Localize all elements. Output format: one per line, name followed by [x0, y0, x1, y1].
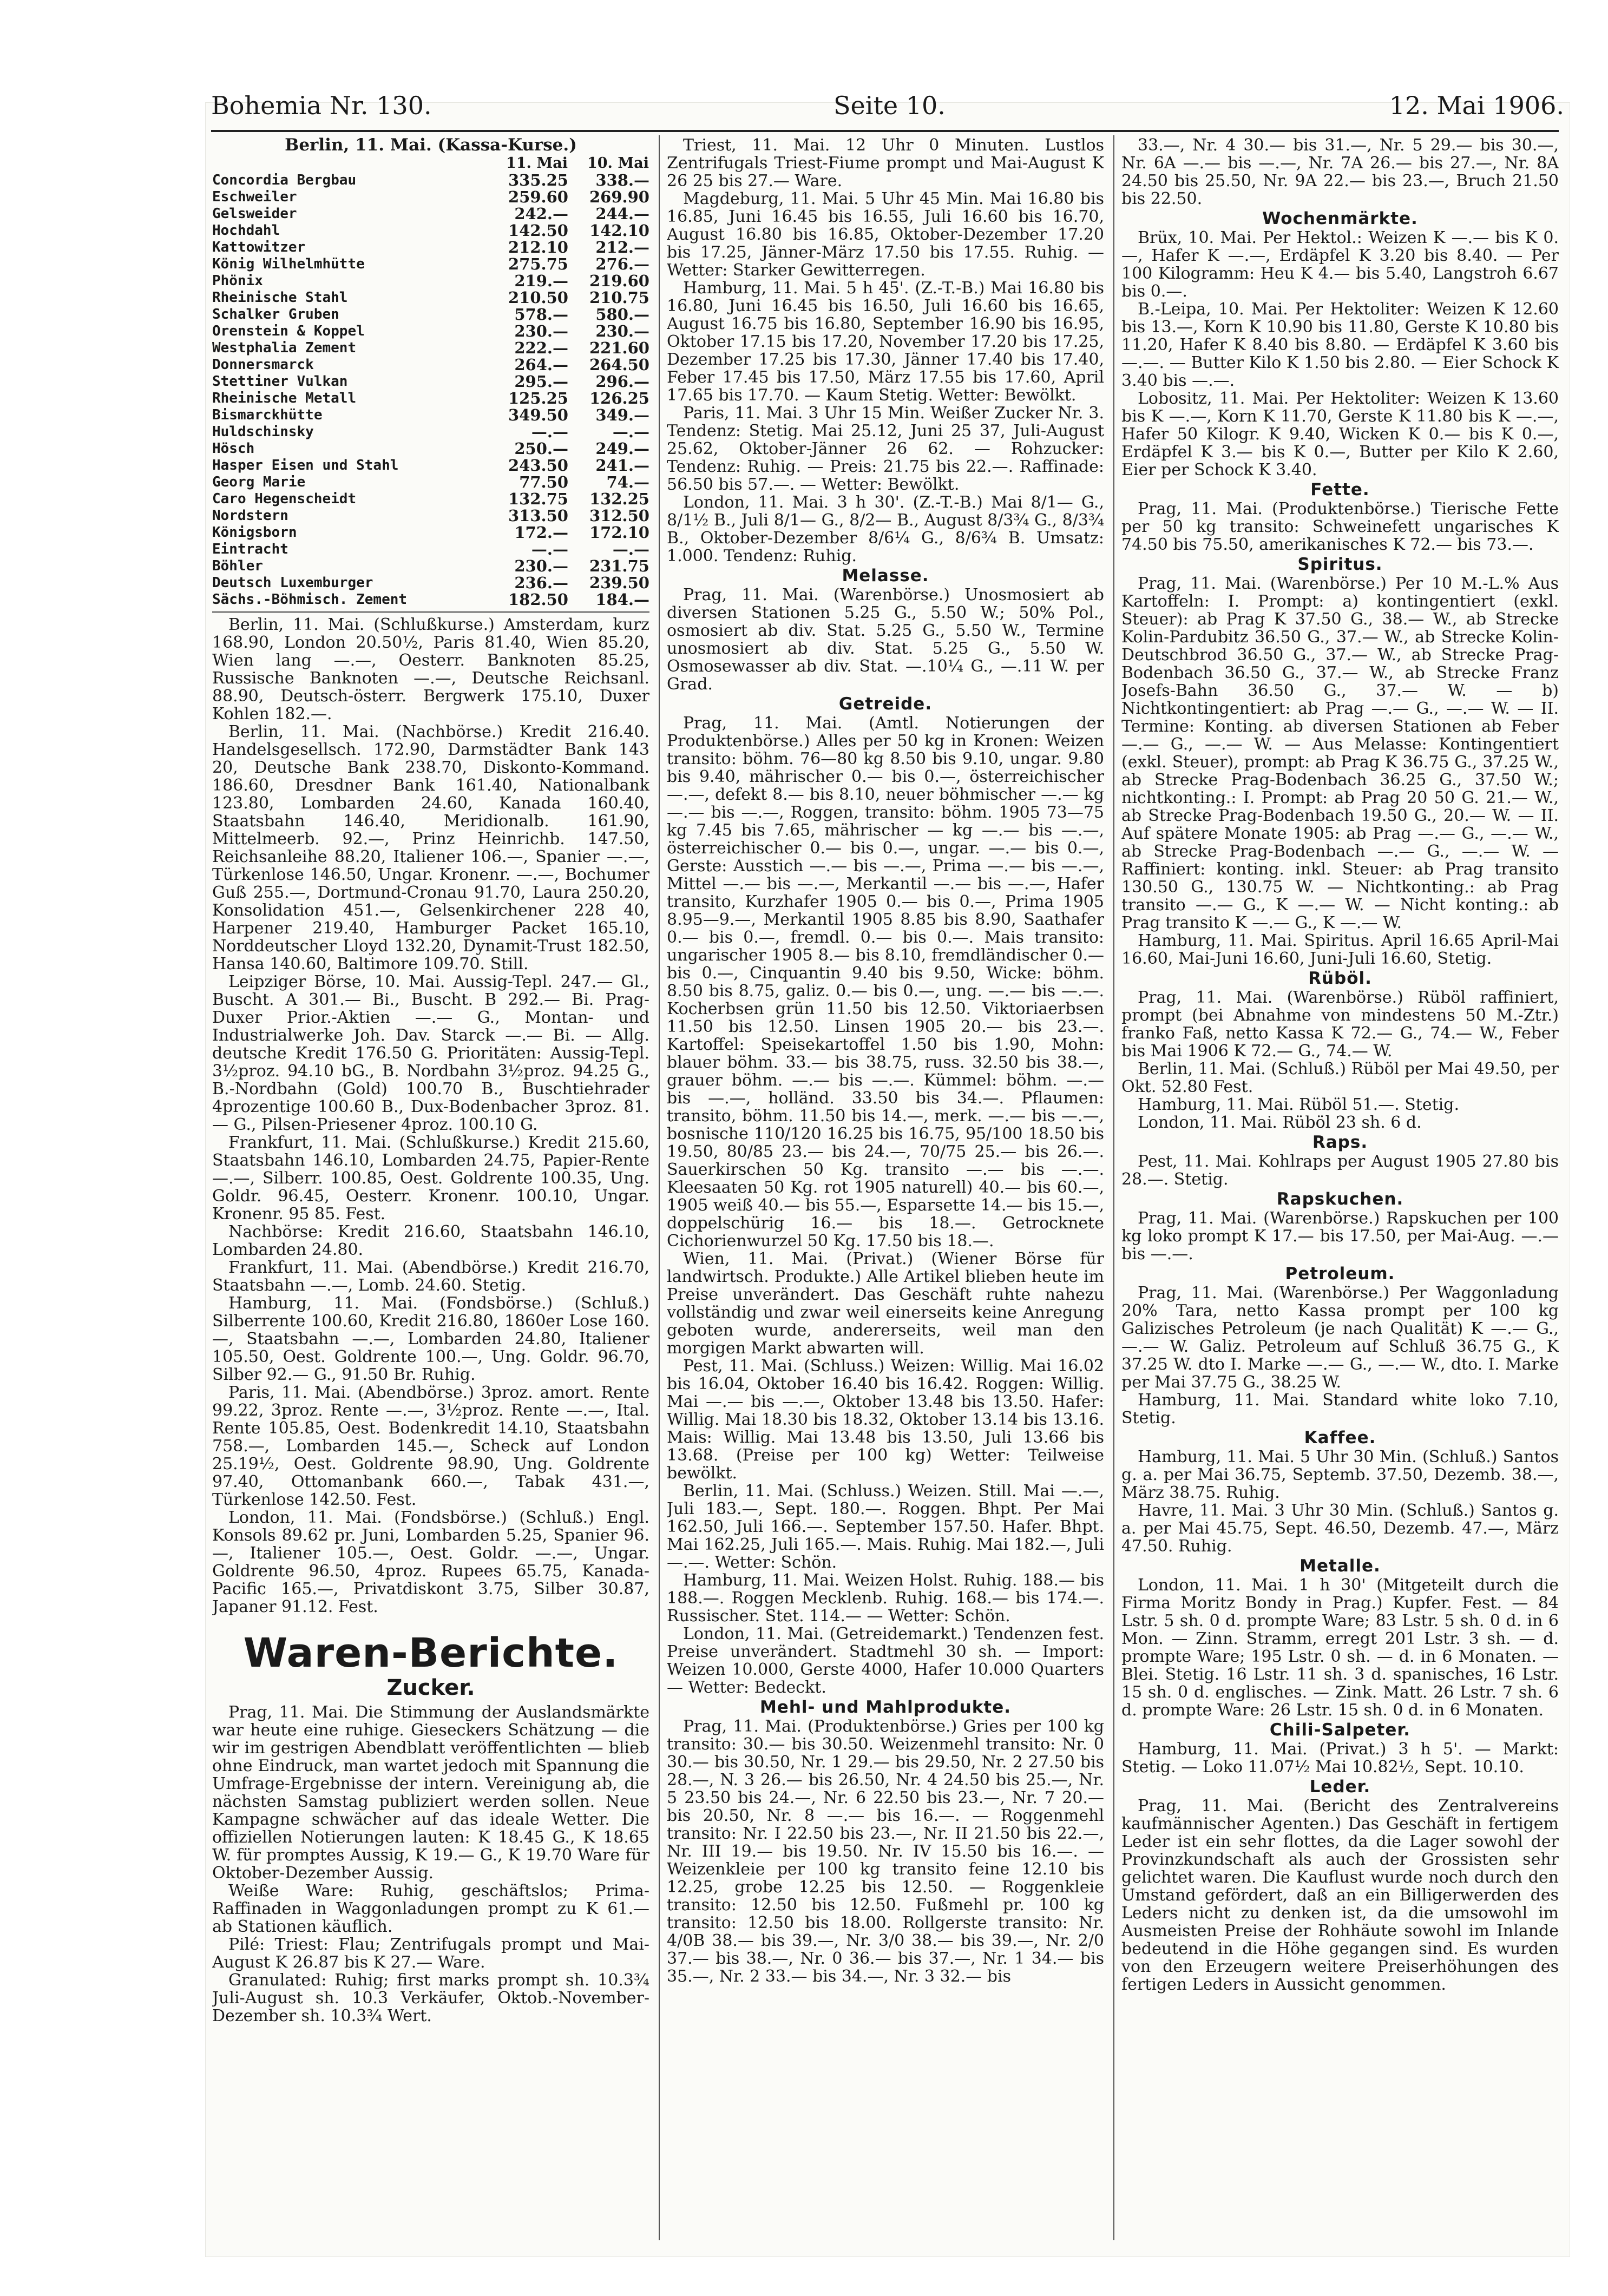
table-row — [212, 390, 649, 407]
metalle-report: London, 11. Mai. 1 h 30' (Mitgeteilt durch die Firma Moritz Bondy in Prag.) Kupfer. Fest. — 84 Lstr. 5 sh. 0 d. prompte Ware; 83 Lstr. 5 sh. 0 d. in 6 Mon. — Zinn. Stramm, erregt 201 Lstr. 3 sh. — d. prompte Ware; 195 Lstr. 0 sh. — d. in 6 Monaten. — Blei. Stetig. 16 Lstr. 11 sh. 3 d. spanisches, 16 Lstr. 15 sh. 0 d. englisches. — Zink. Matt. 26 Lstr. 7 sh. 6 d. prompte Ware: 26 Lstr. 15 sh. 0 d. in 6 Monaten. — [1121, 1576, 1559, 1720]
report-paragraph: Nachbörse: Kredit 216.60, Staatsbahn 146.10, Lombarden 24.80. — [212, 1222, 649, 1259]
table-row — [212, 440, 649, 457]
section-kaffee: Kaffee. — [1304, 1428, 1376, 1448]
report-paragraph: Leipziger Börse, 10. Mai. Aussig-Tepl. 247.— Gl., Buscht. A 301.— Bi., Buscht. B 292.— Bi. Prag-Duxer Prior.-Aktien —.— G., Montan- und Industrialwerke Joh. Dav. Starck —.— Bi. — Allg. deutsche Kredit 176.50 G. Prioritäten: Aussig-Tepl. 3½proz. 94.10 bG., B. Nordbahn 3½proz. 94.25 G., B.-Nordbahn (Gold) 100.70 B., Buschtiehrader 4prozentige 100.60 B., Dux-Bodenbacher 3proz. 81.— G., Pilsen-Priesener 4proz. 100.10 G. — [212, 972, 649, 1134]
leder-report: Prag, 11. Mai. (Bericht des Zentralvereins kaufmännischer Agenten.) Das Geschäft in fertigem Leder ist ein sehr flottes, da die Lager sowohl der Provinzkundschaft als auch der Grossisten sehr gelichtet waren. Die Kauflust wurde noch durch den Umstand gefördert, daß an ein Billigerwerden des Leders nicht zu denken ist, da die umsowohl im Ausmeisten Preise der Rohhäute sowohl im Inlande bedeutend in die Höhe gegangen sind. Es wurden von den Erzeugern weitere Preiserhöhungen des fertigen Leders in Aussicht genommen. — [1121, 1797, 1559, 1994]
kurse-name-cell: Bismarckhütte — [212, 407, 323, 423]
kurse-value-10-mai: 126.25 — [589, 389, 649, 407]
kurse-value-11-mai: 210.50 — [508, 288, 568, 307]
section-chili-salpeter: Chili-Salpeter. — [1269, 1720, 1411, 1740]
table-row — [212, 407, 649, 424]
kurse-value-11-mai: 219.— — [514, 272, 568, 290]
kurse-name-cell: Concordia Bergbau — [212, 172, 357, 188]
kurse-name-cell: Gelsweider — [212, 206, 297, 222]
section-ruboel: Rüböl. — [1308, 969, 1372, 988]
kurse-name-cell: Eintracht — [212, 541, 288, 557]
kurse-value-10-mai: 276.— — [595, 255, 649, 273]
report-paragraph: Prag, 11. Mai. (Warenbörse.) Per 10 M.-L.% Aus Kartoffeln: I. Prompt: a) kontingentiert (exkl. Steuer): ab Prag K 37.50 G., 38.— W., ab Strecke Kolin-Pardubitz 36.50 G., 37.— W., ab Strecke Kolin-Deutschbrod 36.50 G., 37.— W., ab Strecke Prag-Bodenbach 36.50 G., 37.— W., ab Strecke Franz Josefs-Bahn 36.50 G., 37.— W. — b) Nichtkontingentiert: ab Prag —.— G., —.— W. — II. Termine: Konting. ab diversen Stationen ab Feber —.— G., —.— W. — Aus Melasse: Kontingentiert (exkl. Steuer), prompt: ab Prag K 36.75 G., 37.25 W., ab Strecke Prag-Bodenbach 36.25 G., 37.50 W.; nichtkonting.: I. Prompt: ab Prag 20 50 G. 21.— W., ab Strecke Prag-Bodenbach 19.50 G., 20.— W. — II. Auf spätere Monate 1905: ab Prag —.— G., —.— W., ab Strecke Prag-Bodenbach —.— G., —.— W. — Raffiniert: konting. inkl. Steuer: ab Prag transito 130.50 G., 130.75 W. — Nichtkonting.: ab Prag transito —.— G., K —.— W. — Nicht konting.: ab Prag transito K —.— G., K —.— W. — [1121, 574, 1559, 932]
kurse-value-11-mai: 275.75 — [508, 255, 568, 273]
kurse-value-11-mai: 77.50 — [519, 473, 568, 491]
ruboel-reports — [1121, 989, 1559, 1131]
kurse-value-11-mai: 264.— — [514, 356, 568, 374]
zucker-reports — [212, 1703, 649, 2025]
kurse-title: Berlin, 11. Mai. (Kassa-Kurse.) — [285, 136, 577, 155]
table-row — [212, 474, 649, 491]
report-paragraph: Prag, 11. Mai. Die Stimmung der Auslandsmärkte war heute eine ruhige. Gieseckers Schätzung — die wir im gestrigen Abendblatt veröffentlichten — blieb ohne Eindruck, man wartet jedoch mit Spannung die Umfrage-Ergebnisse der intern. Vereinigung ab, die nächsten Samstag publiziert werden sollen. Neue Kampagne schwächer auf das ideale Wetter. Die offiziellen Notierungen lauten: K 18.45 G., K 18.65 W. für promptes Aussig, K 19.— G., K 19.70 Ware für Oktober-Dezember Aussig. — [212, 1703, 649, 1883]
column-3 — [1121, 136, 1559, 2247]
report-paragraph: Berlin, 11. Mai. (Nachbörse.) Kredit 216.40. Handelsgesellsch. 172.90, Darmstädter Bank 143 20, Deutsche Bank 238.70, Diskonto-Kommand. 186.60, Dresdner Bank 161.40, Nationalbank 123.80, Lombarden 24.60, Kanada 160.40, Staatsbahn 146.40, Meridionalb. 161.90, Mittelmeerb. 92.—, Prinz Heinrichb. 147.50, Reichsanleihe 88.20, Italiener 106.—, Spanier —.—, Türkenlose 146.50, Ungar. Kronenr. —.—, Bochumer Guß 255.—, Dortmund-Cronau 91.70, Laura 250.20, Konsolidation 451.—, Gelsenkirchener 228 40, Harpener 219.40, Hamburger Packet 165.10, Norddeutscher Lloyd 132.20, Dynamit-Trust 182.50, Hansa 140.60, Baltimore 109.70. Still. — [212, 722, 649, 973]
header-publication: Bohemia Nr. 130. — [211, 91, 432, 120]
table-row — [212, 189, 649, 206]
kurse-value-10-mai: 269.90 — [589, 188, 649, 206]
report-paragraph: Lobositz, 11. Mai. Per Hektoliter: Weizen K 13.60 bis K —.—, Korn K 11.70, Gerste K 11.80 bis K —.—, Hafer 50 Kilogr. K 9.40, Wicken K 0.— bis K 0.—, Erdäpfel K 3.— bis K 0.—, Butter per Kilo K 2.60, Eier per Schock K 3.40. — [1121, 389, 1559, 479]
kurse-body — [212, 172, 649, 608]
table-row — [212, 491, 649, 508]
kurse-value-11-mai: 230.— — [514, 322, 568, 340]
report-paragraph: Weiße Ware: Ruhig, geschäftslos; Prima-Raffinaden in Waggonladungen prompt zu K 61.— ab Stationen käuflich. — [212, 1881, 649, 1936]
kurse-name-cell: Donnersmarck — [212, 357, 314, 373]
kurse-name-cell: Eschweiler — [212, 189, 297, 205]
boerse-reports — [212, 616, 649, 1616]
report-paragraph: Magdeburg, 11. Mai. 5 Uhr 45 Min. Mai 16.80 bis 16.85, Juni 16.45 bis 16.55, Juli 16.60 bis 16.70, August 16.80 bis 16.85, Oktober-Dezember 17.20 bis 17.25, Jänner-März 17.50 bis 17.55. Ruhig. — Wetter: Starker Gewitterregen. — [667, 189, 1104, 280]
table-row — [212, 373, 649, 390]
column-1 — [212, 136, 649, 2247]
kurse-name-cell: Westphalia Zement — [212, 340, 357, 356]
zucker-heading: Zucker. — [386, 1675, 475, 1700]
report-paragraph: Brüx, 10. Mai. Per Hektol.: Weizen K —.— bis K 0.—, Hafer K —.—, Erdäpfel K 3.20 bis 8.40. — Per 100 Kilogramm: Heu K 4.— bis 5.40, Langstroh 6.67 bis 0.—. — [1121, 228, 1559, 301]
kurse-name-cell: Hasper Eisen und Stahl — [212, 457, 399, 473]
spiritus-reports — [1121, 575, 1559, 968]
section-metalle: Metalle. — [1299, 1556, 1381, 1576]
kurse-value-10-mai: 184.— — [595, 590, 649, 609]
column-rule — [1113, 135, 1114, 2240]
kurse-name-cell: Rheinische Stahl — [212, 290, 348, 306]
kurse-name-cell: Schalker Gruben — [212, 306, 339, 323]
kurse-value-10-mai: 210.75 — [589, 288, 649, 307]
report-paragraph: Hamburg, 11. Mai. (Fondsbörse.) (Schluß.) Silberrente 100.60, Kredit 216.80, 1860er Lose 160.—, Staatsbahn —.—, Lombarden 24.80, Italiener 105.50, Oest. Goldrente 100.—, Ung. Goldr. 96.70, Silber 92.— G., 91.50 Br. Ruhig. — [212, 1294, 649, 1384]
kurse-value-10-mai: 244.— — [595, 205, 649, 223]
report-paragraph: B.-Leipa, 10. Mai. Per Hektoliter: Weizen K 12.60 bis 13.—, Korn K 10.90 bis 11.80, Gerste K 10.80 bis 11.20, Hafer K 8.40 bis 8.80. — Erdäpfel K 3.60 bis —.—. — Butter Kilo K 1.50 bis 2.80. — Eier Schock K 3.40 bis —.—. — [1121, 300, 1559, 390]
kurse-name-cell: Nordstern — [212, 508, 288, 524]
table-row — [212, 357, 649, 373]
kurse-value-10-mai: 172.10 — [589, 523, 649, 542]
kurse-value-11-mai: 132.75 — [508, 490, 568, 508]
divider — [212, 611, 649, 613]
report-paragraph: London, 11. Mai. 3 h 30'. (Z.-T.-B.) Mai 8/1— G., 8/1½ B., Juli 8/1— G., 8/2— B., August 8/3¾ G., 8/3¾ B., Oktober-Dezember 8/6¼ G., 8/6¾ B. Umsatz: 1.000. Tendenz: Ruhig. — [667, 493, 1104, 565]
report-paragraph: Berlin, 11. Mai. (Schluss.) Weizen. Still. Mai —.—, Juli 183.—, Sept. 180.—. Roggen. Bhpt. Per Mai 162.50, Juli 166.—. September 157.50. Hafer. Bhpt. Mai 162.25, Juli 165.—. Mais. Ruhig. Mai 182.—, Juli —.—. Wetter: Schön. — [667, 1482, 1104, 1572]
kurse-value-11-mai: 172.— — [514, 523, 568, 542]
kurse-value-11-mai: —.— — [531, 423, 568, 441]
report-paragraph: Frankfurt, 11. Mai. (Abendbörse.) Kredit 216.70, Staatsbahn —.—, Lomb. 24.60. Stetig. — [212, 1258, 649, 1295]
kurse-value-10-mai: —.— — [612, 540, 649, 558]
kurse-value-11-mai: 125.25 — [508, 389, 568, 407]
report-paragraph: Wien, 11. Mai. (Privat.) (Wiener Börse für landwirtsch. Produkte.) Alle Artikel blieben heute im Preise unverändert. Das Geschäft ruhte nahezu vollständig und zwar weil einerseits keine Anregung geboten wurde, andererseits, weil man den morgigen Markt abwarten will. — [667, 1249, 1104, 1358]
table-row — [212, 541, 649, 558]
table-row — [212, 239, 649, 256]
report-paragraph: Frankfurt, 11. Mai. (Schlußkurse.) Kredit 215.60, Staatsbahn 146.10, Lombarden 24.75, Papier-Rente —.—, Silberr. 100.85, Oest. Goldrente 100.35, Ung. Goldr. 96.45, Oesterr. Kronenr. 100.10, Ungar. Kronenr. 95 85. Fest. — [212, 1133, 649, 1223]
report-paragraph: Hamburg, 11. Mai. Weizen Holst. Ruhig. 188.— bis 188.—. Roggen Mecklenb. Ruhig. 168.— bis 174.—. Russischer. Stet. 114.— — Wetter: Schön. — [667, 1571, 1104, 1626]
table-row — [212, 457, 649, 474]
table-row — [212, 290, 649, 306]
report-paragraph: Triest, 11. Mai. 12 Uhr 0 Minuten. Lustlos Zentrifugals Triest-Fiume prompt und Mai-August K 26 25 bis 27.— Ware. — [667, 136, 1104, 190]
section-rapskuchen: Rapskuchen. — [1276, 1189, 1404, 1209]
kurse-value-10-mai: 312.50 — [589, 506, 649, 525]
kurse-value-10-mai: 230.— — [595, 322, 649, 340]
table-row — [212, 306, 649, 323]
kurse-name-cell: Stettiner Vulkan — [212, 373, 348, 390]
report-paragraph: Berlin, 11. Mai. (Schlußkurse.) Amsterdam, kurz 168.90, London 20.50½, Paris 81.40, Wien 85.20, Wien lang —.—, Oesterr. Banknoten 85.25, Russische Banknoten —.—, Deutsche Reichsanl. 88.90, Deutsch-österr. Bergwerk 175.10, Duxer Kohlen 182.—. — [212, 615, 649, 723]
kurse-value-11-mai: 236.— — [514, 574, 568, 592]
table-row — [212, 340, 649, 357]
section-wochenmaerkte: Wochenmärkte. — [1262, 209, 1418, 228]
report-paragraph: Hamburg, 11. Mai. 5 h 45'. (Z.-T.-B.) Mai 16.80 bis 16.80, Juni 16.45 bis 16.50, Juli 16.60 bis 16.65, August 16.75 bis 16.80, September 16.90 bis 16.95, Oktober 17.15 bis 17.20, November 17.20 bis 17.25, Dezember 17.25 bis 17.30, Jänner 17.40 bis 17.40, Feber 17.45 bis 17.50, März 17.55 bis 17.60, April 17.65 bis 17.70. — Kaum Stetig. Wetter: Bewölkt. — [667, 279, 1104, 405]
zucker-reports-continued — [667, 136, 1104, 565]
report-paragraph: Paris, 11. Mai. 3 Uhr 15 Min. Weißer Zucker Nr. 3. Tendenz: Stetig. Mai 25.12, Juni 25 37, Juli-August 25.62, Oktober-Jänner 26 62. — Rohzucker: Tendenz: Ruhig. — Preis: 21.75 bis 22.—. Raffinade: 56.50 bis 57.—. — Wetter: Bewölkt. — [667, 404, 1104, 494]
kurse-value-11-mai: —.— — [531, 540, 568, 558]
kurse-name-cell: Georg Marie — [212, 474, 306, 490]
report-paragraph: London, 11. Mai. Rüböl 23 sh. 6 d. — [1138, 1113, 1422, 1132]
table-row — [212, 222, 649, 239]
kurse-value-10-mai: 219.60 — [589, 272, 649, 290]
kurse-value-11-mai: 243.50 — [508, 456, 568, 475]
kurse-col2-header: 10. Mai — [587, 155, 649, 172]
kurse-value-11-mai: 142.50 — [508, 221, 568, 240]
column-2 — [667, 136, 1104, 2247]
report-paragraph: Granulated: Ruhig; first marks prompt sh. 10.3¾ Juli-August sh. 10.3 Verkäufer, Oktob.-November-Dezember sh. 10.3¾ Wert. — [212, 1971, 649, 2025]
table-row — [212, 256, 649, 273]
kurse-name-cell: Sächs.-Böhmisch. Zement — [212, 591, 408, 608]
report-paragraph: Hamburg, 11. Mai. Rüböl 51.—. Stetig. — [1138, 1095, 1459, 1114]
kurse-value-11-mai: 349.50 — [508, 406, 568, 424]
kurse-value-10-mai: 241.— — [595, 456, 649, 475]
kurse-value-10-mai: 142.10 — [589, 221, 649, 240]
kurse-name-cell: Böhler — [212, 558, 263, 574]
report-paragraph: London, 11. Mai. (Fondsbörse.) (Schluß.) Engl. Konsols 89.62 pr. Juni, Lombarden 5.25, Spanier 96.—, Italiener 105.—, Oest. Goldr. —.—, Ungar. Goldrente 96.50, 4proz. Rupees 65.75, Kanada-Pacific 165.—, Privatdiskont 3.75, Silber 30.87, Japaner 91.12. Fest. — [212, 1508, 649, 1616]
kurse-name-cell: Hochdahl — [212, 222, 280, 239]
kurse-value-11-mai: 295.— — [514, 372, 568, 391]
kurse-name-cell: Kattowitzer — [212, 239, 306, 255]
kurse-value-11-mai: 335.25 — [508, 171, 568, 189]
mehl-report: Prag, 11. Mai. (Produktenbörse.) Gries per 100 kg transito: 30.— bis 30.50. Weizenmehl transito: Nr. 0 30.— bis 30.50, Nr. 1 29.— bis 29.50, Nr. 2 27.50 bis 28.—, N. 3 26.— bis 26.50, Nr. 4 24.50 bis 25.—, Nr. 5 23.50 bis 24.—, Nr. 6 22.50 bis 23.—, Nr. 7 20.— bis 20.50, Nr. 8 —.— bis 16.—. — Roggenmehl transito: Nr. I 22.50 bis 23.—, Nr. II 21.50 bis 22.—, Nr. III 19.— bis 19.50. Nr. IV 15.50 bis 16.—. — Weizenkleie per 100 kg transito feine 12.10 bis 12.25, grobe 12.25 bis 12.50. — Roggenkleie transito: 12.50 bis 12.50. Fußmehl pr. 100 kg transito: 12.50 bis 18.00. Rollgerste transito: Nr. 4/0B 38.— bis 39.—, Nr. 3/0 38.— bis 39.—, Nr. 2/0 37.— bis 38.—, Nr. 0 36.— bis 37.—, Nr. 1 34.— bis 35.—, Nr. 2 33.— bis 34.—, Nr. 3 32.— bis — [667, 1717, 1104, 1986]
report-paragraph: Hamburg, 11. Mai. 5 Uhr 30 Min. (Schluß.) Santos g. a. per Mai 36.75, Septemb. 37.50, Dezemb. 38.—, März 38.75. Ruhig. — [1121, 1448, 1559, 1502]
kurse-value-10-mai: 212.— — [595, 238, 649, 256]
kurse-value-10-mai: 249.— — [595, 439, 649, 458]
table-row — [212, 558, 649, 575]
kurse-value-11-mai: 222.— — [514, 339, 568, 357]
kurse-name-cell: König Wilhelmhütte — [212, 256, 365, 272]
kurse-name-cell: Caro Hegenscheidt — [212, 491, 357, 507]
report-paragraph: Paris, 11. Mai. (Abendbörse.) 3proz. amort. Rente 99.22, 3proz. Rente —.—, 3½proz. Rente —.—, Ital. Rente 105.85, Oest. Bodenkredit 14.10, Staatsbahn 758.—, Lombarden 145.—, Scheck auf London 25.19½, Oest. Goldrente 98.90, Ung. Goldrente 97.40, Ottomanbank 660.—, Tabak 431.—, Türkenlose 142.50. Fest. — [212, 1383, 649, 1509]
section-fette: Fette. — [1310, 480, 1370, 499]
kaffee-reports — [1121, 1448, 1559, 1555]
kurse-name-cell: Phönix — [212, 273, 263, 289]
report-paragraph: Pilé: Triest: Flau; Zentrifugals prompt und Mai-August K 26.87 bis K 27.— Ware. — [212, 1935, 649, 1972]
report-paragraph: Havre, 11. Mai. 3 Uhr 30 Min. (Schluß.) Santos g. a. per Mai 45.75, Sept. 46.50, Dezemb. 47.—, März 47.50. Ruhig. — [1121, 1501, 1559, 1556]
kurse-value-10-mai: 132.25 — [589, 490, 649, 508]
table-row — [212, 508, 649, 524]
table-row — [212, 524, 649, 541]
section-spiritus: Spiritus. — [1297, 555, 1383, 574]
table-row — [212, 172, 649, 189]
kurse-value-11-mai: 578.— — [514, 305, 568, 324]
kurse-name-cell: Königsborn — [212, 524, 297, 541]
kurse-value-10-mai: 231.75 — [589, 557, 649, 575]
report-paragraph: Hamburg, 11. Mai. Standard white loko 7.10, Stetig. — [1121, 1391, 1559, 1427]
kurse-value-11-mai: 212.10 — [508, 238, 568, 256]
report-paragraph: Prag, 11. Mai. (Warenbörse.) Rüböl raffiniert, prompt (bei Abnahme von mindestens 50 M.-Ztr.) franko Faß, netto Kassa K 72.— G., 74.— W., Feber bis Mai 1906 K 72.— G., 74.— W. — [1121, 988, 1559, 1061]
table-row — [212, 424, 649, 440]
report-paragraph: Berlin, 11. Mai. (Schluß.) Rüböl per Mai 49.50, per Okt. 52.80 Fest. — [1121, 1060, 1559, 1096]
section-getreide: Getreide. — [838, 694, 933, 714]
fette-report: Prag, 11. Mai. (Produktenbörse.) Tierische Fette per 50 kg transito: Schweinefett ungarisches K 74.50 bis 75.50, amerikanisches K 72.— bis 73.—. — [1121, 499, 1559, 554]
kurse-value-10-mai: 264.50 — [589, 356, 649, 374]
report-paragraph: Prag, 11. Mai. (Warenbörse.) Per Waggonladung 20% Tara, netto Kassa prompt per 100 kg Galizisches Petroleum (je nach Qualität) K —.— G., —.— W. Galiz. Petroleum auf Schluß 36.75 G., K 37.25 W. dto I. Marke —.— G., —.— W., dto. I. Marke per Mai 37.75 G., 38.25 W. — [1121, 1284, 1559, 1392]
table-row — [212, 591, 649, 608]
kurse-value-10-mai: 221.60 — [589, 339, 649, 357]
kurse-value-10-mai: —.— — [612, 423, 649, 441]
kurse-name-cell: Rheinische Metall — [212, 390, 357, 406]
table-row — [212, 273, 649, 290]
header-date: 12. Mai 1906. — [1389, 91, 1564, 120]
kurse-value-11-mai: 313.50 — [508, 506, 568, 525]
table-row — [212, 323, 649, 340]
kurse-value-11-mai: 242.— — [514, 205, 568, 223]
column-rule — [659, 135, 660, 2240]
kurse-value-10-mai: 349.— — [595, 406, 649, 424]
kurse-value-10-mai: 338.— — [595, 171, 649, 189]
report-paragraph: Pest, 11. Mai. (Schluss.) Weizen: Willig. Mai 16.02 bis 16.04, Oktober 16.40 bis 16.42. Roggen: Willig. Mai —.— bis —.—, Oktober 13.48 bis 13.50. Hafer: Willig. Mai 18.30 bis 18.32, Oktober 13.14 bis 13.16. Mais: Willig. Mai 13.48 bis 13.50, Juli 13.66 bis 13.68. (Preise per 100 kg) Wetter: Teilweise bewölkt. — [667, 1357, 1104, 1483]
kurse-value-11-mai: 259.60 — [508, 188, 568, 206]
table-row — [212, 575, 649, 591]
section-melasse: Melasse. — [842, 566, 929, 585]
rapskuchen-report: Prag, 11. Mai. (Warenbörse.) Rapskuchen per 100 kg loko prompt K 17.— bis 17.50, per Mai-Aug. —.— bis —.—. — [1121, 1209, 1559, 1264]
raps-report: Pest, 11. Mai. Kohlraps per August 1905 27.80 bis 28.—. Stetig. — [1121, 1152, 1559, 1189]
kurse-value-10-mai: 296.— — [595, 372, 649, 391]
section-raps: Raps. — [1312, 1133, 1368, 1152]
petroleum-reports — [1121, 1284, 1559, 1427]
section-leder: Leder. — [1309, 1777, 1371, 1797]
report-paragraph: London, 11. Mai. (Getreidemarkt.) Tendenzen fest. Preise unverändert. Stadtmehl 30 sh. — Import: Weizen 10.000, Gerste 4000, Hafer 10.000 Quarters — Wetter: Bedeckt. — [667, 1624, 1104, 1697]
kurse-value-10-mai: 74.— — [606, 473, 649, 491]
report-paragraph: Prag, 11. Mai. (Amtl. Notierungen der Produktenbörse.) Alles per 50 kg in Kronen: Weizen transito: böhm. 76—80 kg 8.50 bis 9.10, ungar. 9.80 bis 9.40, mährischer 0.— bis 0.—, österreichischer —.—, defekt 8.— bis 8.10, neuer böhmischer —.— kg —.— bis —.—, Roggen, transito: böhm. 1905 73—75 kg 7.45 bis 7.65, mährischer — kg —.— bis —.—, österreichischer 0.— bis 0.—, ungar. —.— bis 0.—, Gerste: Ausstich —.— bis —.—, Prima —.— bis —.—, Mittel —.— bis —.—, Merkantil —.— bis —.—, Hafer transito, Kurzhafer 1905 0.— bis 0.—, Prima 1905 8.95—9.—, Merkantil 1905 8.85 bis 8.90, Saathafer 0.— bis 0.—, fremdl. 0.— bis 0.—. Mais transito: ungarischer 1905 8.— bis 8.10, fremdländischer 0.— bis 0.—, Cinquantin 9.40 bis 9.50, Wicke: böhm. 8.50 bis 8.75, galiz. 0.— bis 0.—, ung. —.— bis —.—. Kocherbsen grün 11.50 bis 12.50. Viktoriaerbsen 11.50 bis 12.50. Linsen 1905 20.— bis 23.—. Kartoffel: Speisekartoffel 1.50 bis 1.90, Mohn: blauer böhm. 33.— bis 38.75, russ. 32.50 bis 38.—, grauer böhm. —.— bis —.—. Kümmel: böhm. —.— bis —.—, holländ. 33.50 bis 34.—. Pflaumen: transito, böhm. 11.50 bis 14.—, merk. —.— bis —.—, bosnische 110/120 16.25 bis 16.75, 95/100 18.50 bis 19.50, 80/85 23.— bis 24.—, 70/75 25.— bis 26.—. Sauerkirschen 50 Kg. transito —.— bis —.—. Kleesaaten 50 Kg. rot 1905 naturell) 40.— bis 60.—, 1905 weiß 40.— bis 55.—, Esparsette 14.— bis 15.—, doppelschürig 16.— bis 18.—. Getrocknete Cichorienwurzel 50 Kg. 17.50 bis 18.—. — [667, 714, 1104, 1251]
kurse-table — [212, 154, 649, 608]
getreide-reports — [667, 714, 1104, 1696]
kurse-value-11-mai: 230.— — [514, 557, 568, 575]
section-mehl: Mehl- und Mahlprodukte. — [759, 1698, 1012, 1717]
kurse-name-cell: Deutsch Luxemburger — [212, 575, 373, 591]
table-row — [212, 206, 649, 222]
kurse-name-cell: Hösch — [212, 440, 255, 457]
report-paragraph: Hamburg, 11. Mai. Spiritus. April 16.65 April-Mai 16.60, Mai-Juni 16.60, Juni-Juli 16.60, Stetig. — [1121, 931, 1559, 968]
kurse-name-cell: Huldschinsky — [212, 424, 314, 440]
melasse-report: Prag, 11. Mai. (Warenbörse.) Unosmosiert ab diversen Stationen 5.25 G., 5.50 W.; 50% Pol., osmosiert ab div. Stat. 5.25 G., 5.50 W., Termine unosmosiert ab div. Stat. 5.25 G., 5.50 W. Osmosewasser ab div. Stat. —.10¼ G., —.11 W. per Grad. — [667, 585, 1104, 694]
page-header — [211, 91, 1564, 129]
kurse-col1-header: 11. Mai — [506, 155, 568, 172]
chili-report: Hamburg, 11. Mai. (Privat.) 3 h 5'. — Markt: Stetig. — Loko 11.07½ Mai 10.82½, Sept. 10.10. — [1121, 1740, 1559, 1777]
kurse-value-11-mai: 250.— — [514, 439, 568, 458]
section-petroleum: Petroleum. — [1285, 1264, 1395, 1284]
kurse-value-10-mai: 239.50 — [589, 574, 649, 592]
mehl-report-continued: 33.—, Nr. 4 30.— bis 31.—, Nr. 5 29.— bis 30.—, Nr. 6A —.— bis —.—, Nr. 7A 26.— bis 27.—, Nr. 8A 24.50 bis 25.50, Nr. 9A 22.— bis 23.—, Bruch 21.50 bis 22.50. — [1121, 136, 1559, 208]
kurse-value-10-mai: 580.— — [595, 305, 649, 324]
waren-berichte-heading: Waren-Berichte. — [243, 1630, 619, 1676]
header-page-number: Seite 10. — [833, 91, 946, 120]
kurse-value-11-mai: 182.50 — [508, 590, 568, 609]
wochenmaerkte-reports — [1121, 229, 1559, 479]
kurse-name-cell: Orenstein & Koppel — [212, 323, 365, 339]
header-rule — [211, 130, 1559, 132]
